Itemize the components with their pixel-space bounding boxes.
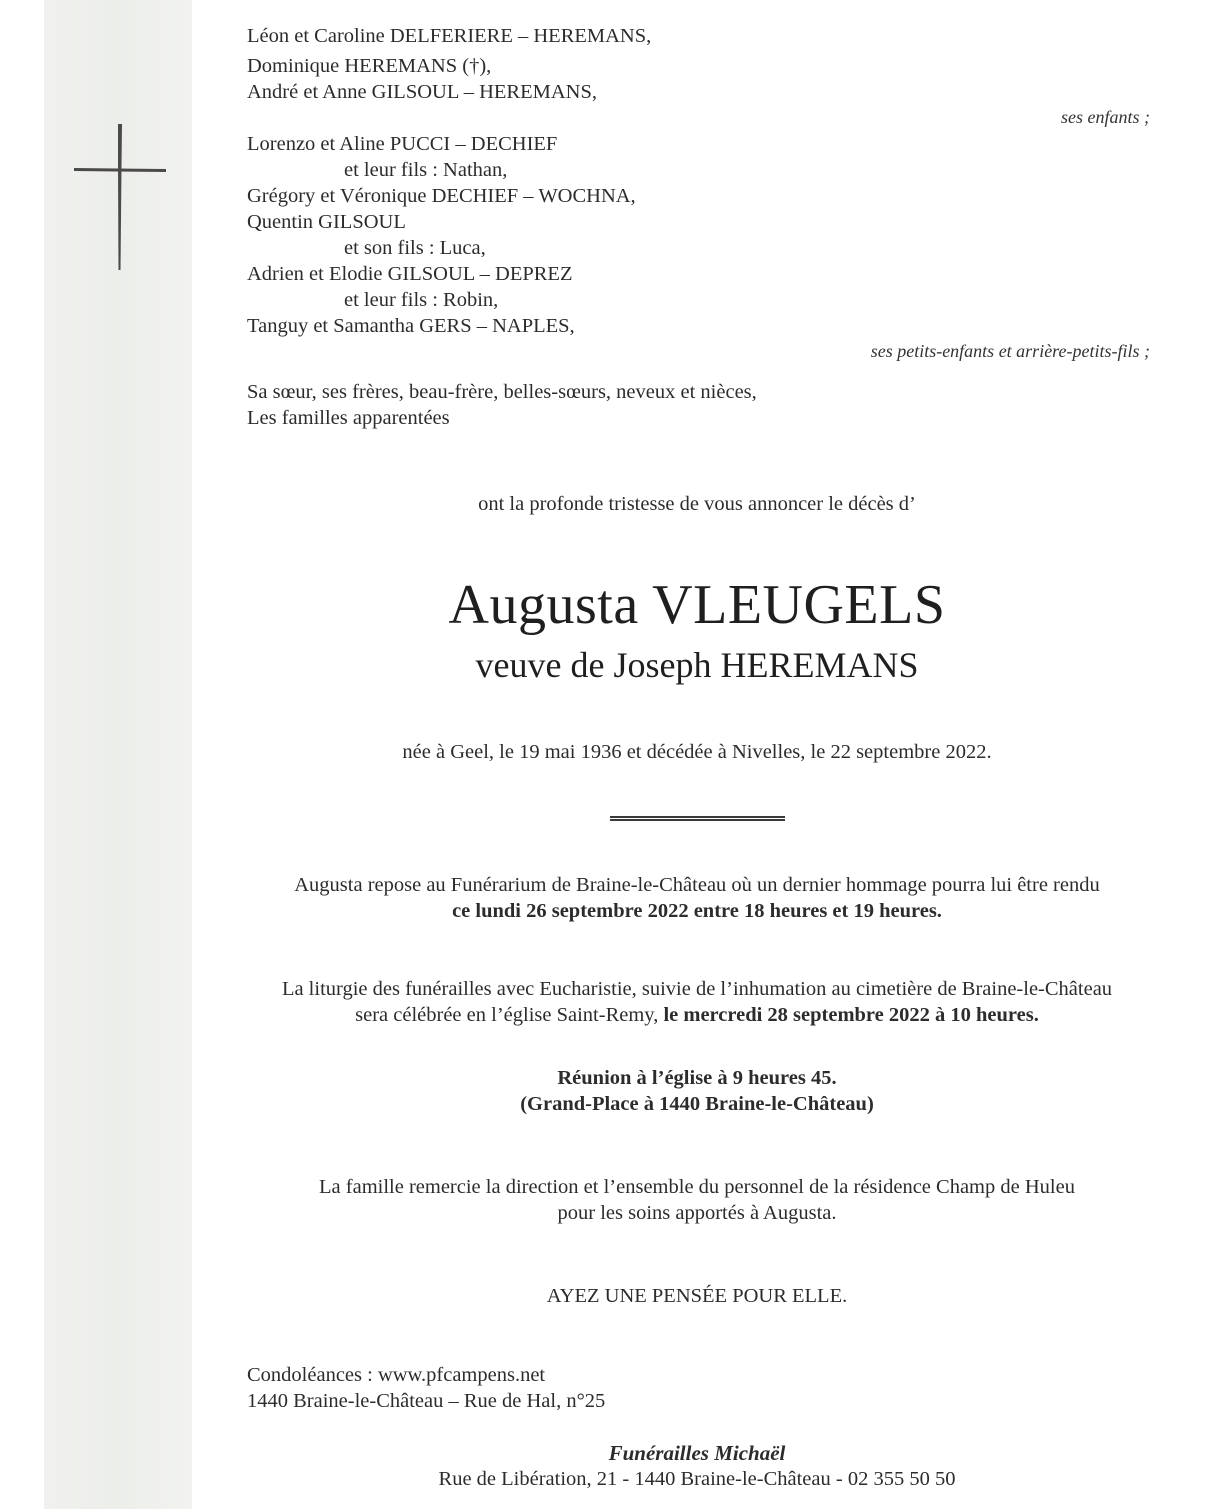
family-line: Léon et Caroline DELFERIERE – HEREMANS,	[247, 25, 652, 47]
funeral-time: le mercredi 28 septembre 2022 à 10 heures.	[663, 1004, 1039, 1026]
family-line: Lorenzo et Aline PUCCI – DECHIEF	[247, 133, 558, 155]
meeting-location: (Grand-Place à 1440 Braine-le-Château)	[520, 1093, 874, 1115]
divider-line	[610, 816, 785, 821]
birth-death-dates: née à Geel, le 19 mai 1936 et décédée à Nivelles, le 22 septembre 2022.	[402, 741, 992, 763]
funeral-text: La liturgie des funérailles avec Eucharistie, suivie de l’inhumation au cimetière de Braine-le-Château	[281, 978, 1113, 1000]
family-line: Les familles apparentées	[247, 407, 450, 429]
meeting-time: Réunion à l’église à 9 heures 45.	[557, 1067, 837, 1089]
funeral-home-address: Rue de Libération, 21 - 1440 Braine-le-Château - 02 355 50 50	[438, 1468, 956, 1490]
family-line: et leur fils : Robin,	[344, 289, 499, 311]
family-role-label: ses enfants ;	[1061, 107, 1150, 127]
announcement-text: ont la profonde tristesse de vous annoncer le décès d’	[478, 493, 916, 515]
closing-text: AYEZ UNE PENSÉE POUR ELLE.	[546, 1285, 848, 1307]
funeral-home-name: Funérailles Michaël	[608, 1441, 786, 1465]
family-line: et leur fils : Nathan,	[344, 159, 508, 181]
family-line: Grégory et Véronique DECHIEF – WOCHNA,	[247, 185, 636, 207]
family-line: Tanguy et Samantha GERS – NAPLES,	[247, 315, 575, 337]
visitation-time: ce lundi 26 septembre 2022 entre 18 heures et 19 heures.	[452, 900, 942, 922]
funeral-line	[192, 1002, 1202, 1028]
family-line: et son fils : Luca,	[344, 237, 486, 259]
cross-icon	[70, 120, 170, 272]
family-line: Dominique HEREMANS (†),	[247, 55, 492, 77]
deceased-subtitle: veuve de Joseph HEREMANS	[475, 645, 919, 685]
thanks-text: pour les soins apportés à Augusta.	[557, 1202, 837, 1224]
condolences-link[interactable]: Condoléances : www.pfcampens.net	[247, 1364, 546, 1386]
funeral-location: sera célébrée en l’église Saint-Remy,	[355, 1004, 664, 1026]
family-line: Sa sœur, ses frères, beau-frère, belles-sœurs, neveux et nièces,	[247, 381, 757, 403]
family-line: Adrien et Elodie GILSOUL – DEPREZ	[247, 263, 573, 285]
visitation-text: Augusta repose au Funérarium de Braine-le-Château où un dernier hommage pourra lui être rendu	[294, 874, 1100, 896]
family-line: Quentin GILSOUL	[247, 211, 406, 233]
deceased-name: Augusta VLEUGELS	[448, 574, 946, 636]
family-line: André et Anne GILSOUL – HEREMANS,	[247, 81, 597, 103]
thanks-text: La famille remercie la direction et l’ensemble du personnel de la résidence Champ de Huleu	[319, 1176, 1075, 1198]
family-role-label: ses petits-enfants et arrière-petits-fils ;	[870, 341, 1150, 361]
condolences-address: 1440 Braine-le-Château – Rue de Hal, n°25	[247, 1390, 606, 1412]
